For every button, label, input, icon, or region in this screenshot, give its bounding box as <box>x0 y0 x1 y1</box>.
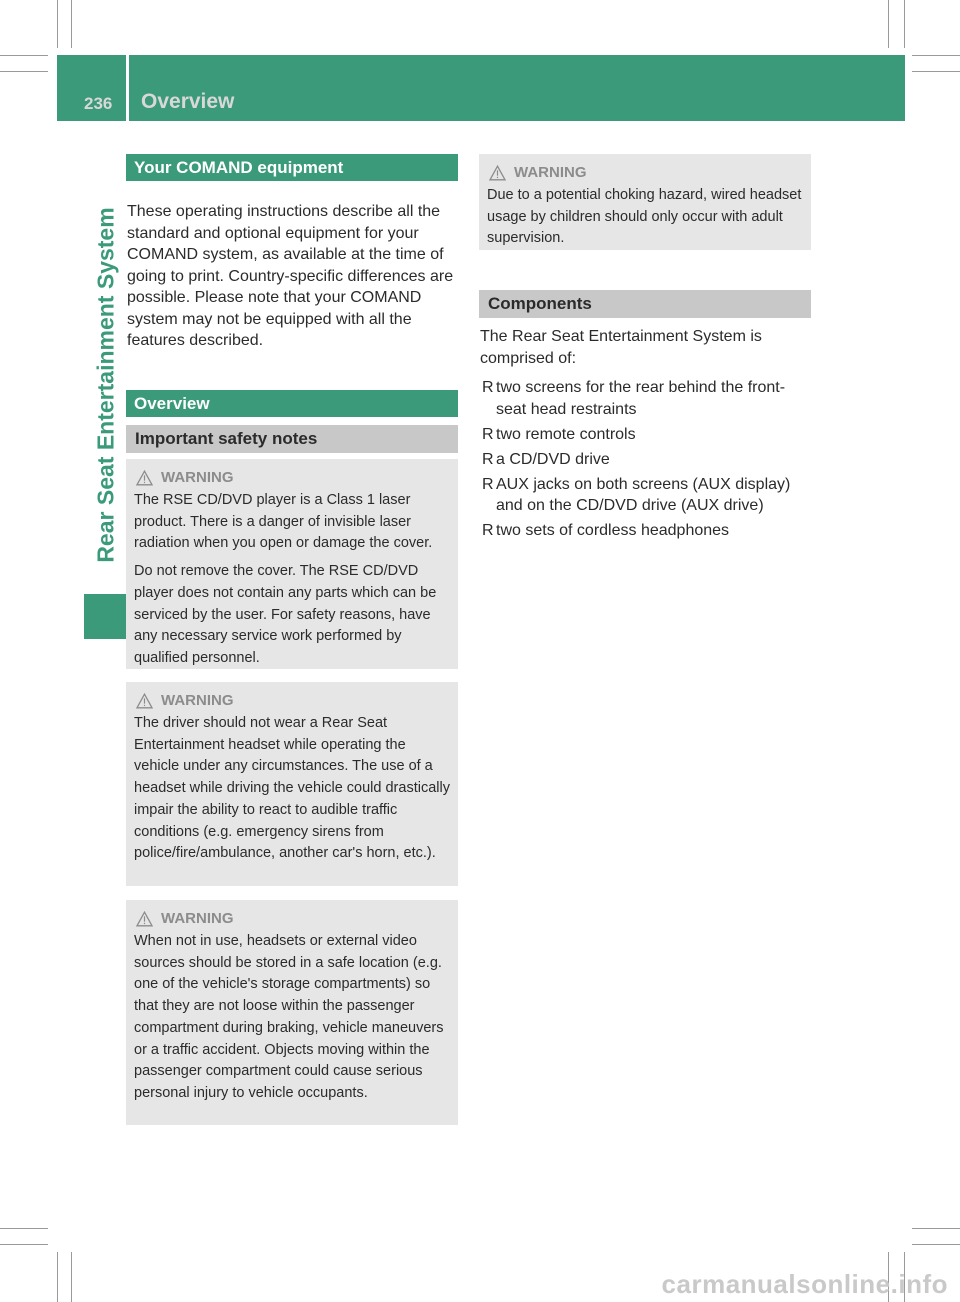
list-item-text: two remote controls <box>496 425 636 443</box>
list-item <box>480 377 810 420</box>
warning-label: WARNING <box>514 164 587 181</box>
warning-triangle-icon <box>489 165 506 181</box>
page-number: 236 <box>84 94 113 113</box>
warning-header <box>134 469 450 486</box>
warning-box-storage <box>126 900 458 1125</box>
warning-text: Due to a potential choking hazard, wired headset usage by children should only occur with adult supervision. <box>487 187 802 247</box>
subheading-safety-notes: Important safety notes <box>126 425 458 453</box>
warning-header <box>487 164 803 181</box>
crop-mark <box>0 71 48 72</box>
crop-mark <box>888 0 889 48</box>
warning-triangle-icon <box>136 693 153 709</box>
warning-label: WARNING <box>161 692 234 709</box>
crop-mark <box>904 0 905 48</box>
components-list <box>480 377 810 545</box>
list-item <box>480 474 810 517</box>
list-item-text: two sets of cordless headphones <box>496 522 730 539</box>
warning-header <box>134 692 450 709</box>
comand-paragraph: These operating instructions describe all the standard and optional equipment for your COMAND system, as available at the time of going to print. Country-specific differences are possible. Please note that your COMAND system may not be equipped with all the features described. <box>127 203 454 349</box>
warning-label: WARNING <box>161 910 234 927</box>
bullet-mark: R <box>482 450 494 468</box>
warning-text: Do not remove the cover. The RSE CD/DVD player does not contain any parts which can be serviced by the user. For safety reasons, have any necessary service work performed by qualified personnel. <box>134 563 437 666</box>
bullet-mark: R <box>482 475 494 493</box>
bullet-mark: R <box>482 379 494 396</box>
warning-box-headset-driver <box>126 682 458 886</box>
crop-mark <box>71 1252 72 1302</box>
crop-mark <box>912 55 960 56</box>
list-item-text: two screens for the rear behind the front-seat head restraints <box>496 379 786 418</box>
section-heading-overview: Overview <box>126 390 458 417</box>
warning-header <box>134 910 450 927</box>
crop-mark <box>0 55 48 56</box>
bullet-mark: R <box>482 425 494 443</box>
components-intro: The Rear Seat Entertainment System is comprised of: <box>480 328 762 367</box>
watermark-text: carmanualsonline.info <box>661 1269 948 1299</box>
crop-mark <box>912 1228 960 1229</box>
crop-mark <box>57 0 58 48</box>
crop-mark <box>57 1252 58 1302</box>
bullet-mark: R <box>482 522 494 539</box>
warning-text: The RSE CD/DVD player is a Class 1 laser product. There is a danger of invisible laser radiation when you open or damage the cover. <box>134 492 433 552</box>
warning-box-laser <box>126 459 458 669</box>
warning-triangle-icon <box>136 911 153 927</box>
crop-mark <box>71 0 72 48</box>
warning-label: WARNING <box>161 469 234 486</box>
crop-mark <box>0 1244 48 1245</box>
list-item <box>480 424 810 446</box>
header-divider <box>126 55 129 121</box>
crop-mark <box>912 71 960 72</box>
list-item <box>480 520 810 542</box>
warning-text: The driver should not wear a Rear Seat Entertainment headset while operating the vehicle under any circumstances. The use of a headset while driving the vehicle could drastically impair the ability to react to audible traffic conditions (e.g. emergency sirens from police/fire/ambulance, another car's horn, etc.). <box>134 715 450 862</box>
warning-triangle-icon <box>136 470 153 486</box>
crop-mark <box>0 1228 48 1229</box>
list-item <box>480 449 810 471</box>
side-section-title: Rear Seat Entertainment System <box>92 207 119 563</box>
page-title: Overview <box>141 90 235 113</box>
list-item-text: AUX jacks on both screens (AUX display) and on the CD/DVD drive (AUX drive) <box>496 475 791 514</box>
list-item-text: a CD/DVD drive <box>496 450 610 468</box>
section-heading-comand: Your COMAND equipment <box>126 154 458 181</box>
crop-mark <box>912 1244 960 1245</box>
section-heading-components: Components <box>479 290 811 318</box>
side-tab-marker <box>84 594 128 639</box>
warning-text: When not in use, headsets or external video sources should be stored in a safe location (e.g. one of the vehicle's storage compartments) so that they are not loose within the passenger compartment during braking, vehicle maneuvers or a traffic accident. Objects moving within the passenger compartment could cause serious personal injury to vehicle occupants. <box>134 933 444 1101</box>
warning-box-choking <box>479 154 811 250</box>
